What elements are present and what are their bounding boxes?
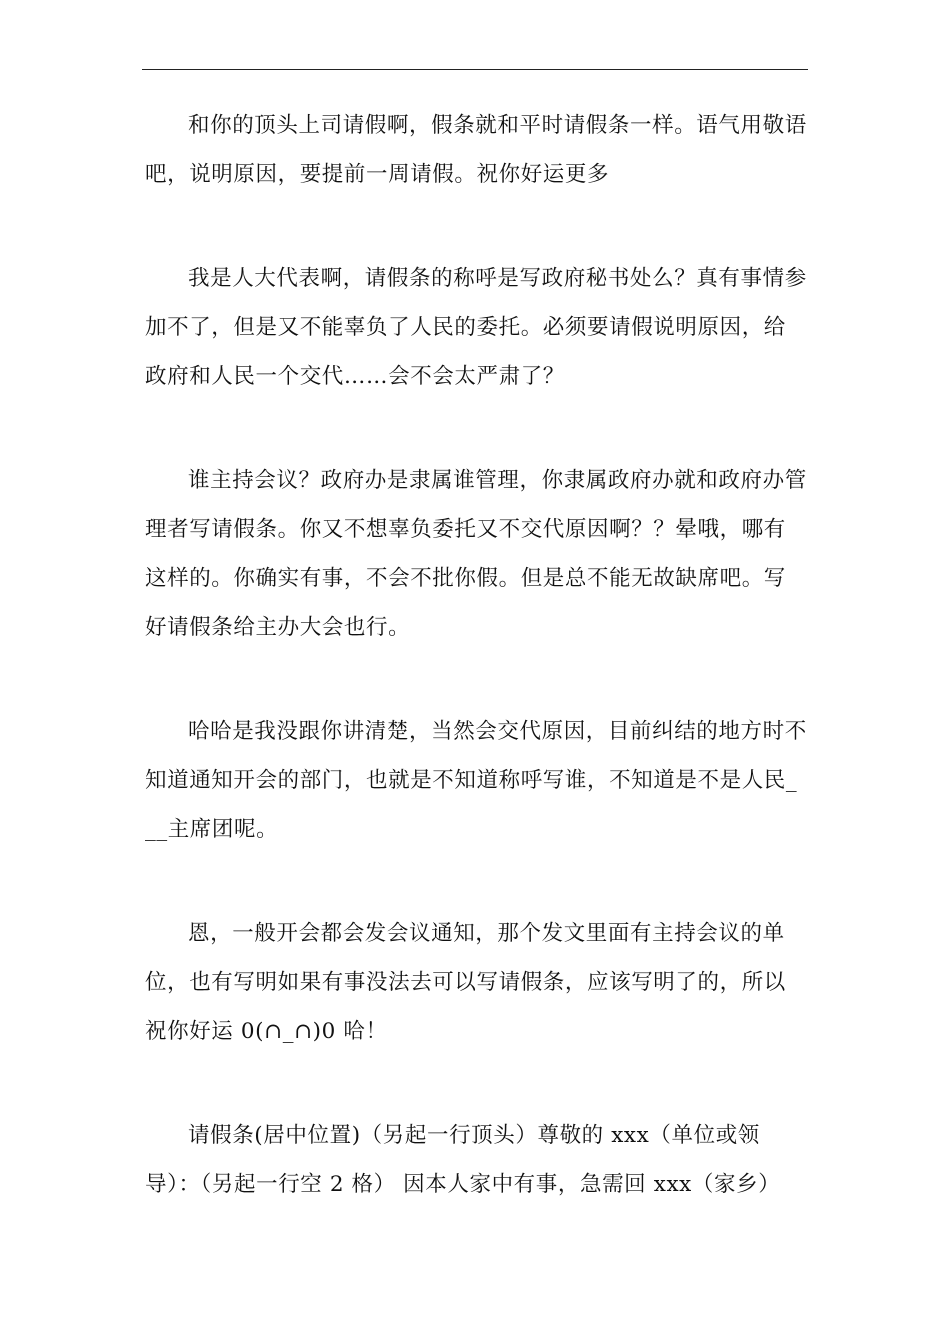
document-body — [145, 101, 807, 1209]
paragraph-3: 谁主持会议？政府办是隶属谁管理，你隶属政府办就和政府办管理者写请假条。你又不想辜负委托又不交代原因啊？？晕哦，哪有这样的。你确实有事，不会不批你假。但是总不能无故缺席吧。写好请假条给主办大会也行。 — [145, 468, 807, 640]
paragraph-5: 恩，一般开会都会发会议通知，那个发文里面有主持会议的单位，也有写明如果有事没法去可以写请假条，应该写明了的，所以祝你好运 0(∩_∩)0 哈！ — [145, 921, 786, 1044]
paragraph-4: 哈哈是我没跟你讲清楚，当然会交代原因，目前纠结的地方时不知道通知开会的部门，也就是不知道称呼写谁，不知道是不是人民___主席团呢。 — [145, 719, 807, 842]
paragraph-6: 请假条(居中位置)（另起一行顶头）尊敬的 xxx（单位或领导）：（另起一行空 2 格） 因本人家中有事，急需回 xxx（家乡） — [145, 1123, 781, 1197]
header-rule — [142, 69, 808, 70]
paragraph-1: 和你的顶头上司请假啊，假条就和平时请假条一样。语气用敬语吧，说明原因，要提前一周请假。祝你好运更多 — [145, 113, 807, 187]
paragraph-2: 我是人大代表啊，请假条的称呼是写政府秘书处么？真有事情参加不了，但是又不能辜负了人民的委托。必须要请假说明原因，给政府和人民一个交代……会不会太严肃了？ — [145, 266, 807, 389]
